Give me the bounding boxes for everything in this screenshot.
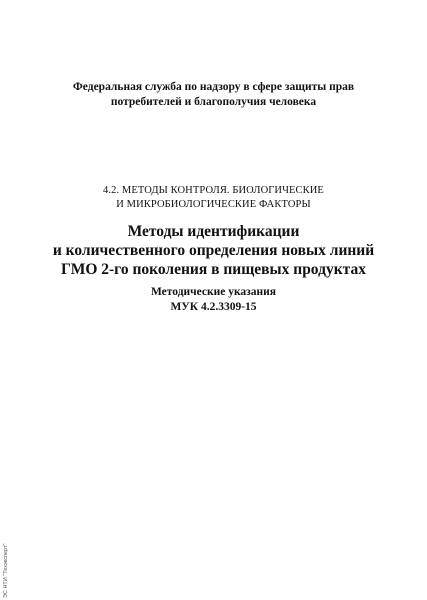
issuing-agency bbox=[40, 80, 387, 110]
watermark bbox=[3, 520, 13, 598]
agency-line-1: Федеральная служба по надзору в сфере защиты прав bbox=[72, 81, 355, 93]
section-heading bbox=[20, 184, 407, 212]
document-type-label: Методические указания bbox=[150, 286, 277, 298]
title-line-3: ГМО 2-го поколения в пищевых продуктах bbox=[61, 261, 366, 278]
document-code: МУК 4.2.3309-15 bbox=[170, 301, 257, 313]
section-line-2: И МИКРОБИОЛОГИЧЕСКИЕ ФАКТОРЫ bbox=[116, 199, 311, 210]
watermark-text: ЭС НТИ "Техэксперт" bbox=[3, 543, 9, 598]
document-title bbox=[10, 222, 417, 279]
document-type bbox=[40, 285, 387, 315]
agency-line-2: потребителей и благополучия человека bbox=[110, 96, 317, 108]
section-line-1: 4.2. МЕТОДЫ КОНТРОЛЯ. БИОЛОГИЧЕСКИЕ bbox=[103, 185, 324, 196]
title-line-2: и количественного определения новых линий bbox=[52, 242, 375, 259]
title-line-1: Методы идентификации bbox=[127, 223, 300, 240]
